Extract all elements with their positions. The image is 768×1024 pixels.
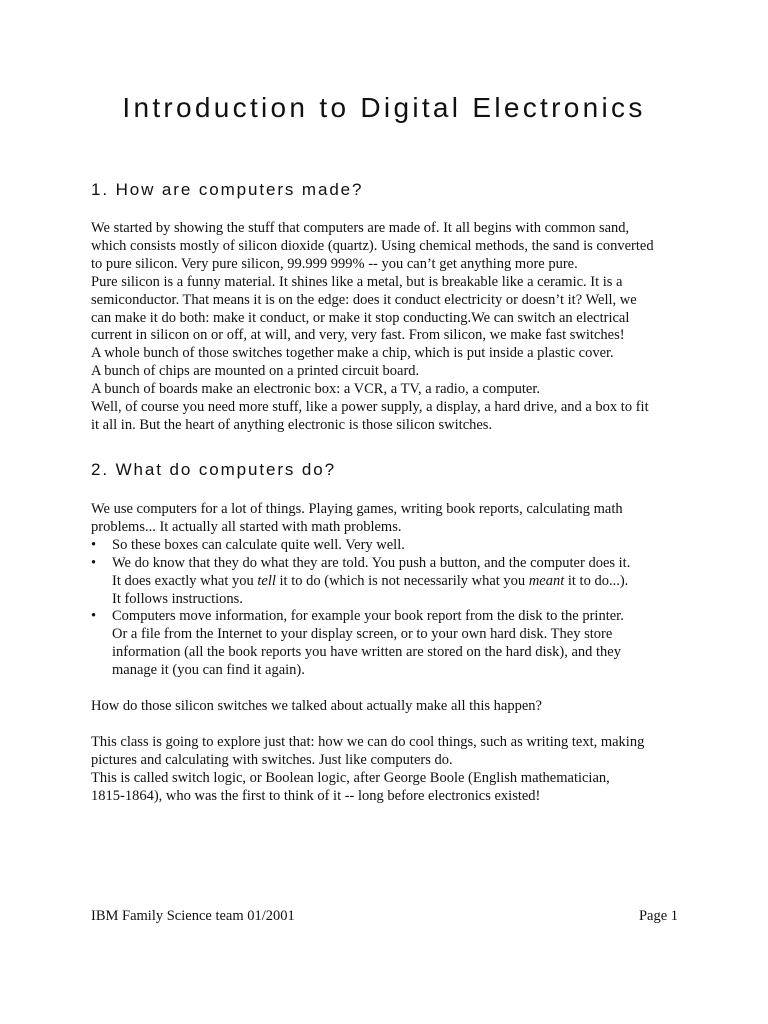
paragraph-line: semiconductor. That means it is on the edge: does it conduct electricity or doesn’t it? Well, we xyxy=(91,291,637,308)
bullet-item xyxy=(91,537,691,555)
page-number: Page 1 xyxy=(638,908,678,924)
paragraph-line: This is called switch logic, or Boolean logic, after George Boole (English mathematician, xyxy=(91,769,610,786)
bullet-text: We do know that they do what they are told. You push a button, and the computer does it. xyxy=(112,554,631,571)
bullet-item xyxy=(91,555,691,609)
paragraph-line: which consists mostly of silicon dioxide (quartz). Using chemical methods, the sand is converted xyxy=(91,237,654,254)
section-2-heading: 2. What do computers do? xyxy=(91,460,336,479)
bullet-continuation: information (all the book reports you have written are stored on the hard disk), and they xyxy=(112,644,621,661)
bullet-continuation: manage it (you can find it again). xyxy=(112,662,305,679)
paragraph-line: 1815-1864), who was the first to think of it -- long before electronics existed! xyxy=(91,787,541,804)
paragraph-line: A bunch of chips are mounted on a printed circuit board. xyxy=(91,363,420,380)
text-run: It does exactly what you xyxy=(112,572,258,589)
paragraph-line: to pure silicon. Very pure silicon, 99.999 999% -- you can’t get anything more pure. xyxy=(91,255,578,272)
bullet-continuation xyxy=(91,573,691,591)
emphasis-meant: meant xyxy=(528,572,565,589)
bullet-continuation: Or a file from the Internet to your display screen, or to your own hard disk. They store xyxy=(112,626,613,643)
bullet-continuation: It follows instructions. xyxy=(112,590,243,607)
paragraph-line: How do those silicon switches we talked about actually make all this happen? xyxy=(91,698,542,714)
section-2-body xyxy=(91,501,691,680)
question-paragraph xyxy=(91,698,691,716)
closing-paragraph xyxy=(91,734,691,806)
paragraph-line: problems... It actually all started with math problems. xyxy=(91,518,402,535)
document-title: Introduction to Digital Electronics xyxy=(122,92,646,123)
paragraph-line: A whole bunch of those switches together make a chip, which is put inside a plastic cover. xyxy=(91,345,614,362)
footer-credit: IBM Family Science team 01/2001 xyxy=(91,908,295,924)
paragraph-line: it all in. But the heart of anything electronic is those silicon switches. xyxy=(91,416,493,433)
bullet-text: So these boxes can calculate quite well. Very well. xyxy=(112,536,405,553)
section-1-heading: 1. How are computers made? xyxy=(91,180,364,199)
paragraph-line: A bunch of boards make an electronic box: a VCR, a TV, a radio, a computer. xyxy=(91,381,540,398)
text-run: it to do (which is not necessarily what you xyxy=(275,572,529,589)
paragraph-line: We started by showing the stuff that computers are made of. It all begins with common sand, xyxy=(91,220,630,236)
bullet-list xyxy=(91,537,691,680)
bullet-marker: • xyxy=(91,536,97,553)
emphasis-tell: tell xyxy=(257,572,276,589)
bullet-text: Computers move information, for example your book report from the disk to the printer. xyxy=(112,608,624,625)
bullet-marker: • xyxy=(91,608,97,625)
paragraph-line: can make it do both: make it conduct, or make it stop conducting.We can switch an electrical xyxy=(91,309,630,326)
bullet-marker: • xyxy=(91,554,97,571)
paragraph-line: Well, of course you need more stuff, like a power supply, a display, a hard drive, and a box to fit xyxy=(91,399,649,416)
paragraph-line: current in silicon on or off, at will, and very, very fast. From silicon, we make fast switches! xyxy=(91,327,625,344)
section-1-body xyxy=(91,220,691,435)
text-run: it to do...). xyxy=(564,572,629,589)
paragraph-line: This class is going to explore just that: how we can do cool things, such as writing text, making xyxy=(91,734,645,750)
bullet-item xyxy=(91,608,691,680)
paragraph-line: We use computers for a lot of things. Playing games, writing book reports, calculating math xyxy=(91,501,623,517)
paragraph-line: pictures and calculating with switches. Just like computers do. xyxy=(91,751,453,768)
paragraph-line: Pure silicon is a funny material. It shines like a metal, but is breakable like a ceramic. It is a xyxy=(91,273,623,290)
